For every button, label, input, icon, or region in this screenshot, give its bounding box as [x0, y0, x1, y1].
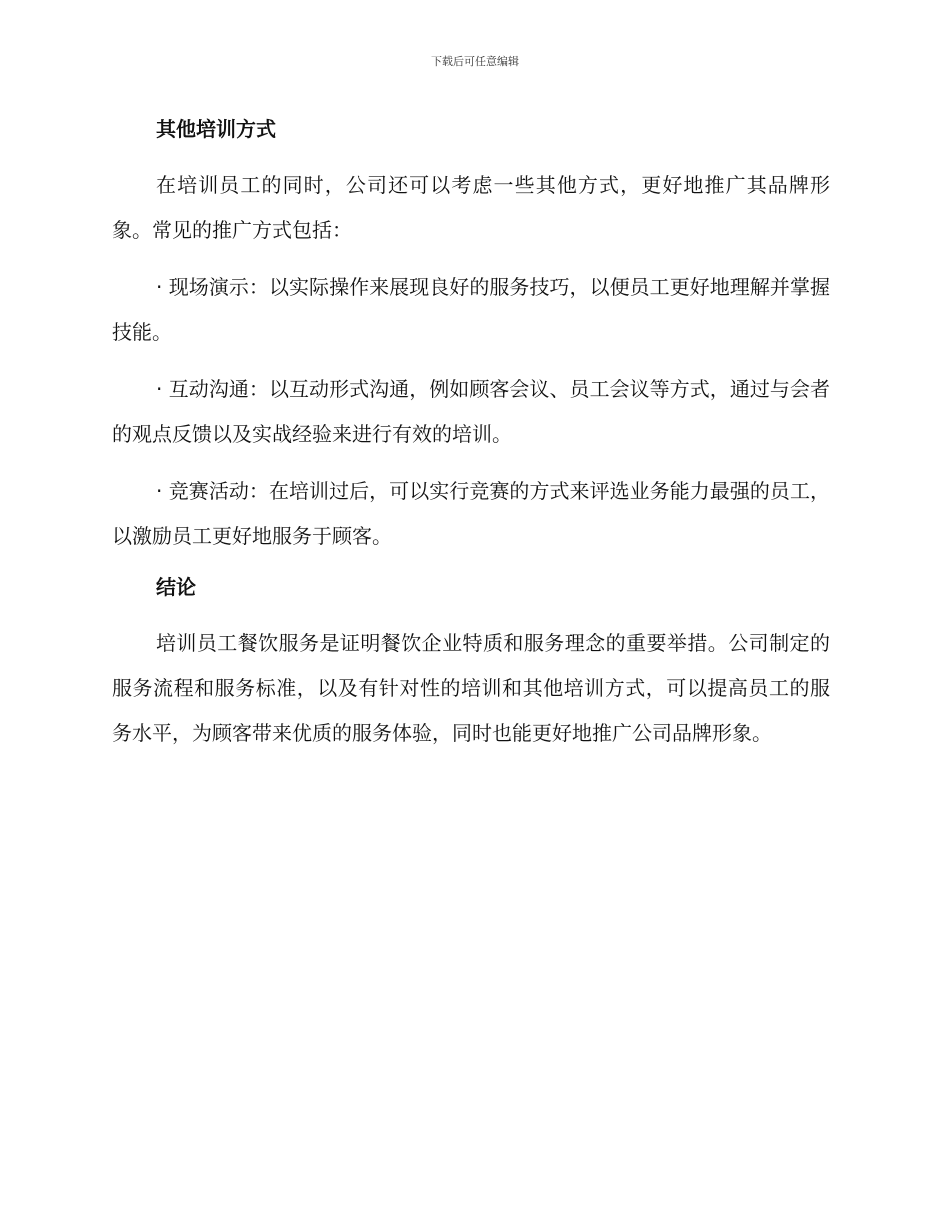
bullet-item-competition: · 竞赛活动：在培训过后，可以实行竞赛的方式来评选业务能力最强的员工，以激励员工更好地服务于顾客。 [112, 479, 830, 548]
header-note: 下载后可任意编辑 [431, 55, 519, 68]
bullet-item-communication: · 互动沟通：以互动形式沟通，例如顾客会议、员工会议等方式，通过与会者的观点反馈以及实战经验来进行有效的培训。 [112, 377, 830, 446]
conclusion-paragraph: 培训员工餐饮服务是证明餐饮企业特质和服务理念的重要举措。公司制定的服务流程和服务标准，以及有针对性的培训和其他培训方式，可以提高员工的服务水平，为顾客带来优质的服务体验，同时也能更好地推广公司品牌形象。 [112, 631, 830, 745]
section-heading-other-training: 其他培训方式 [156, 117, 276, 141]
intro-paragraph: 在培训员工的同时，公司还可以考虑一些其他方式，更好地推广其品牌形象。常见的推广方式包括： [112, 173, 830, 242]
section-heading-conclusion: 结论 [156, 575, 196, 599]
bullet-item-demo: · 现场演示：以实际操作来展现良好的服务技巧，以便员工更好地理解并掌握技能。 [112, 275, 830, 344]
document-body [112, 113, 830, 756]
